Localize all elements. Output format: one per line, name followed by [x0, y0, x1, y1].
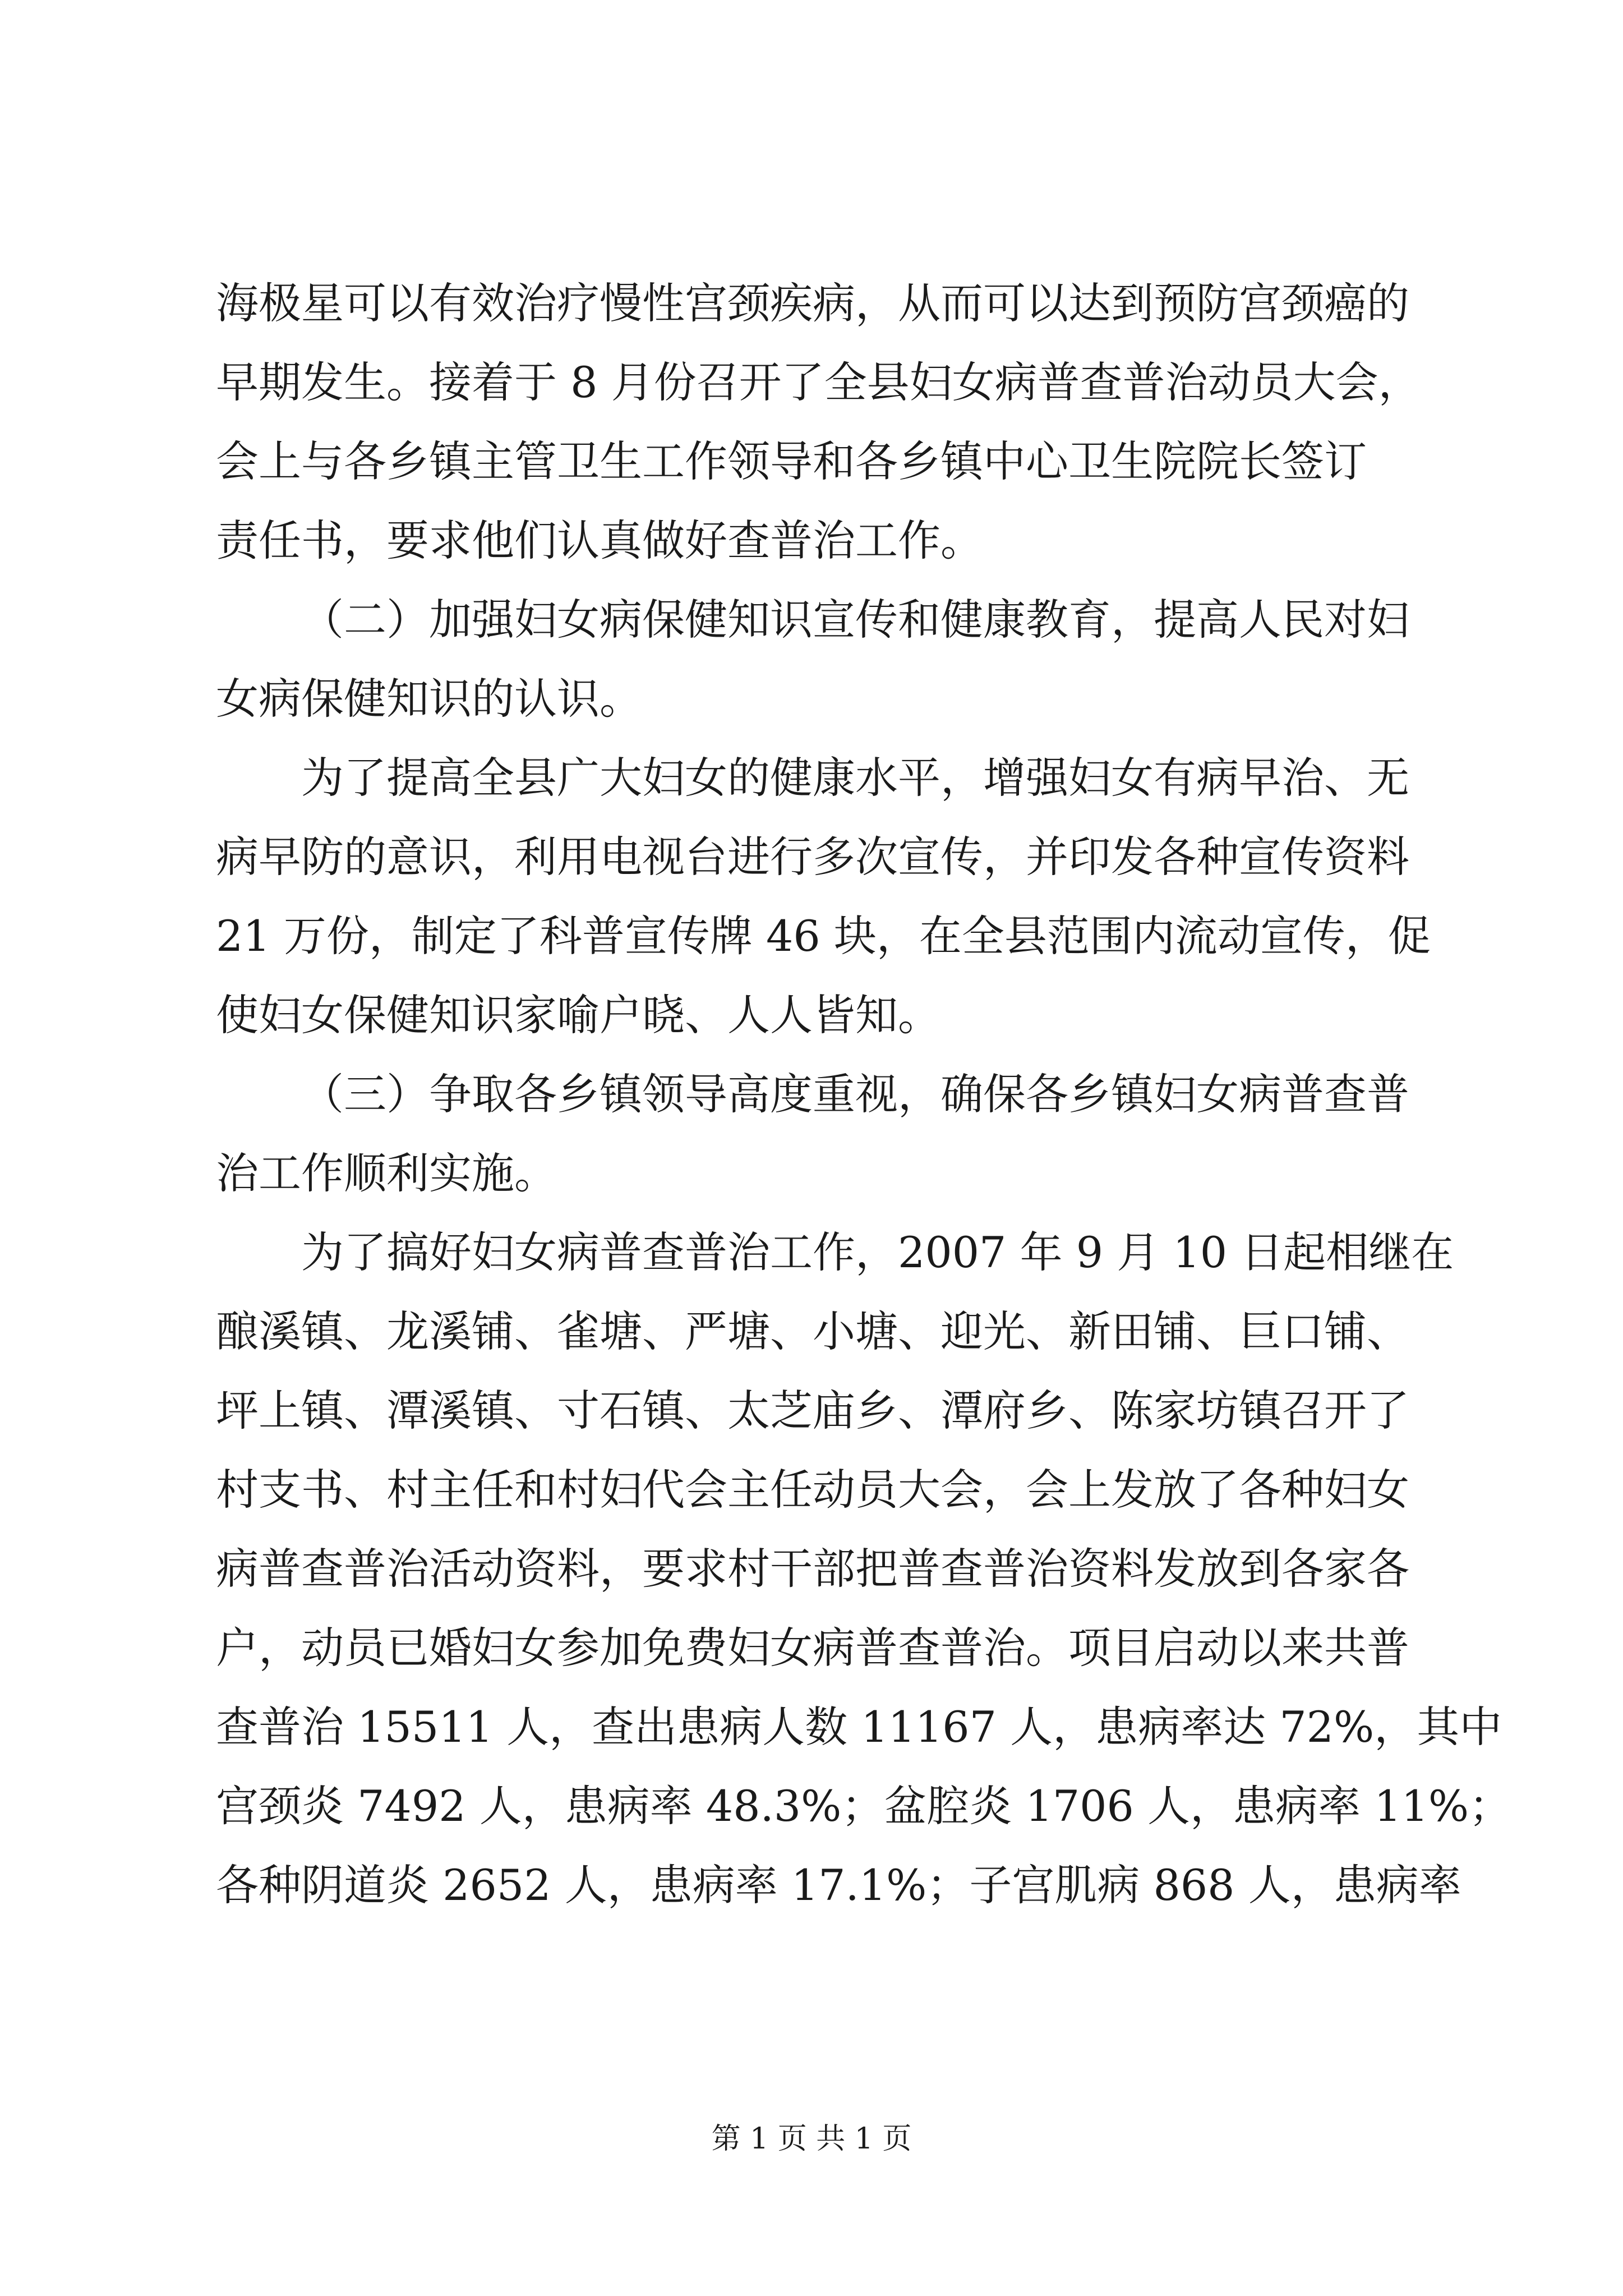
paragraph-line: 使妇女保健知识家喻户晓、人人皆知。 — [216, 990, 940, 1040]
paragraph-line: 为了搞好妇女病普查普治工作，2007 年 9 月 10 日起相继在 — [301, 1227, 1454, 1277]
document-body — [216, 264, 1512, 1925]
paragraph-line: 海极星可以有效治疗慢性宫颈疾病，从而可以达到预防宫颈癌的 — [216, 278, 1409, 328]
paragraph-line: 酿溪镇、龙溪铺、雀塘、严塘、小塘、迎光、新田铺、巨口铺、 — [216, 1306, 1409, 1356]
paragraph-line: 会上与各乡镇主管卫生工作领导和各乡镇中心卫生院院长签订 — [216, 436, 1367, 486]
paragraph-line: 早期发生。接着于 8 月份召开了全县妇女病普查普治动员大会， — [216, 357, 1421, 407]
paragraph-line: 村支书、村主任和村妇代会主任动员大会，会上发放了各种妇女 — [216, 1465, 1409, 1515]
section-heading-line: 治工作顺利实施。 — [216, 1148, 557, 1198]
paragraph-line: 坪上镇、潭溪镇、寸石镇、太芝庙乡、潭府乡、陈家坊镇召开了 — [216, 1386, 1409, 1435]
section-heading-line: （二）加强妇女病保健知识宣传和健康教育，提高人民对妇 — [301, 595, 1409, 645]
paragraph-line: 各种阴道炎 2652 人，患病率 17.1%；子宫肌病 868 人，患病率 — [216, 1860, 1461, 1910]
paragraph-line: 为了提高全县广大妇女的健康水平，增强妇女有病早治、无 — [301, 753, 1409, 803]
paragraph-line: 查普治 15511 人，查出患病人数 11167 人，患病率达 72%，其中 — [216, 1702, 1502, 1752]
paragraph-line: 病普查普治活动资料，要求村干部把普查普治资料发放到各家各 — [216, 1544, 1409, 1594]
paragraph-line: 宫颈炎 7492 人，患病率 48.3%；盆腔炎 1706 人，患病率 11%； — [216, 1781, 1512, 1831]
paragraph-line: 户，动员已婚妇女参加免费妇女病普查普治。项目启动以来共普 — [216, 1623, 1409, 1673]
page-number: 第 1 页 共 1 页 — [711, 2122, 912, 2156]
section-heading-line: 女病保健知识的认识。 — [216, 674, 642, 724]
paragraph-line: 21 万份，制定了科普宣传牌 46 块，在全县范围内流动宣传，促 — [216, 911, 1431, 961]
section-heading-line: （三）争取各乡镇领导高度重视，确保各乡镇妇女病普查普 — [301, 1069, 1409, 1119]
page-footer — [0, 2115, 1623, 2157]
paragraph-line: 责任书，要求他们认真做好查普治工作。 — [216, 516, 983, 565]
paragraph-line: 病早防的意识，利用电视台进行多次宣传，并印发各种宣传资料 — [216, 832, 1409, 882]
